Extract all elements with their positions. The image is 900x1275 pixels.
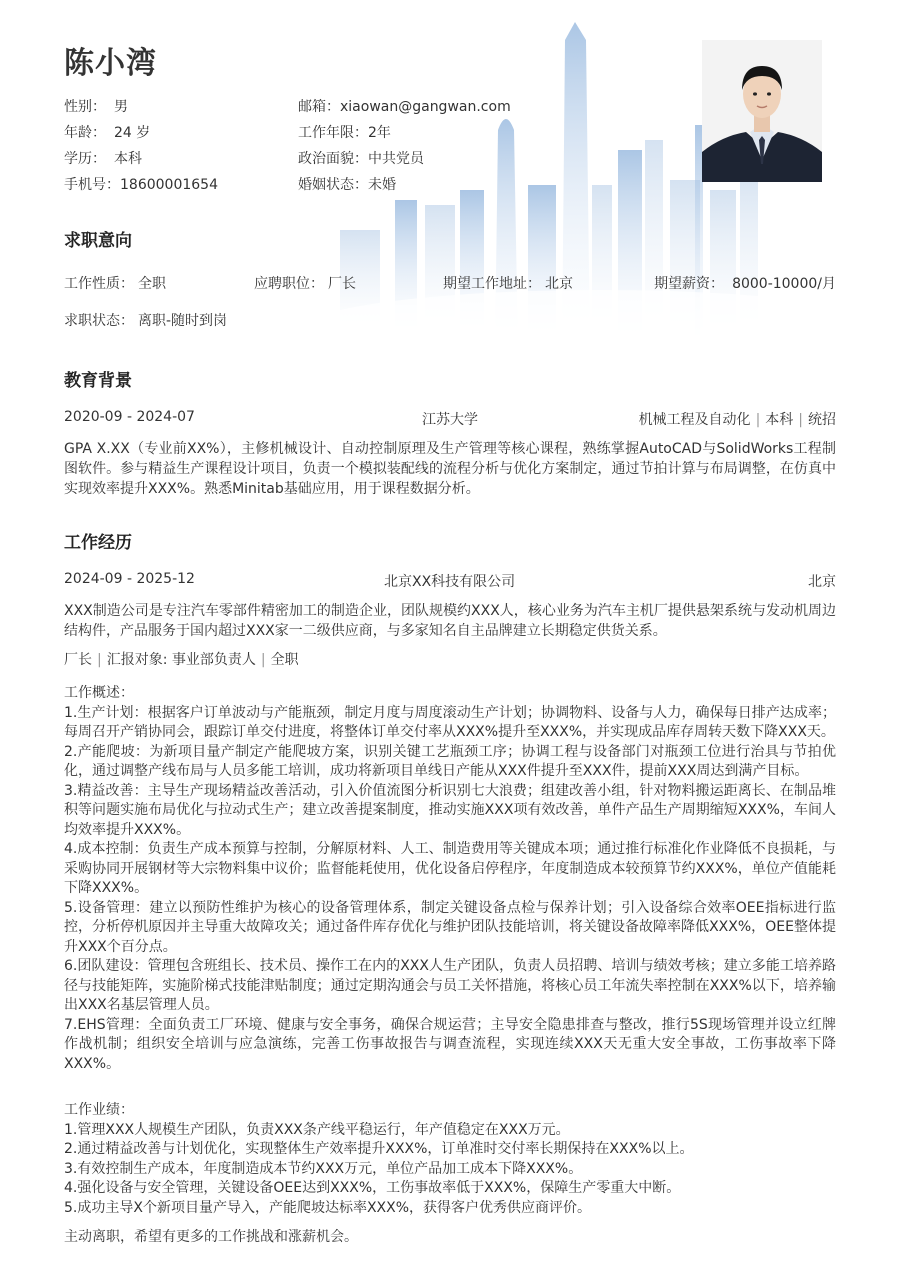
employment-type: 全职 [270, 652, 299, 668]
marital-row [298, 174, 396, 194]
position-item [254, 273, 356, 293]
duty-item: 4.成本控制：负责生产成本预算与控制，分解原材料、人工、制造费用等关键成本项；通过推行标准化作业降低不良损耗，与采购协同开展钢材等大宗物料集中议价；监督能耗使用，优化设备启停程序，年度制造成本较预算节约XXX%，单位产值能耗下降XXX%。 [64, 841, 836, 896]
separator: | [260, 652, 266, 668]
overview-title: 工作概述： [64, 685, 134, 701]
location-value: 北京 [545, 276, 573, 292]
status-value: 离职-随时到岗 [138, 313, 228, 329]
result-item: 3.有效控制生产成本，年度制造成本节约XXX万元，单位产品加工成本下降XXX%。 [64, 1160, 583, 1177]
status-row [64, 310, 836, 330]
role-title: 厂长 [64, 652, 92, 668]
email-value: xiaowan@gangwan.com [340, 99, 511, 115]
intent-section-title: 求职意向 [64, 231, 132, 251]
education-period: 2020-09 - 2024-07 [64, 409, 195, 425]
phone-value: 18600001654 [120, 177, 218, 193]
age-value: 24 岁 [114, 125, 151, 141]
age-label: 年龄： [64, 125, 106, 141]
separator: | [97, 652, 102, 668]
education-level-value: 本科 [114, 151, 142, 167]
phone-row [64, 174, 218, 194]
profile-photo [702, 40, 822, 182]
position-value: 厂长 [328, 276, 356, 292]
work-section-title: 工作经历 [64, 533, 132, 553]
location-item [443, 273, 573, 293]
salary-value: 8000-10000/月 [732, 276, 836, 292]
enrollment-mode: 统招 [808, 412, 836, 428]
results-title: 工作业绩： [64, 1102, 134, 1118]
company-name: 北京XX科技有限公司 [384, 574, 516, 590]
work-years-label: 工作年限： [298, 125, 368, 141]
education-detail [639, 409, 836, 429]
duty-item: 1.生产计划：根据客户订单波动与产能瓶颈，制定月度与周度滚动生产计划；协调物料、设备与人力，确保每日排产达成率；每周召开产销协同会，跟踪订单交付进度，将整体订单交付率从XXX%提升至XXX%，并实现成品库存周转天数下降XXX天。 [64, 704, 836, 740]
avatar-portrait-icon [702, 40, 822, 182]
position-label: 应聘职位： [254, 276, 324, 292]
email-row [298, 96, 511, 116]
role-row [64, 649, 836, 669]
education-description: GPA X.XX（专业前XX%），主修机械设计、自动控制原理及生产管理等核心课程，熟练掌握AutoCAD与SolidWorks工程制图软件。参与精益生产课程设计项目，负责一个模拟装配线的流程分析与优化方案制定，通过节拍计算与布局调整，在仿真中实现效率提升XXX%。熟悉Minitab基础应用，用于课程数据分析。 [64, 441, 836, 497]
education-level-label: 学历： [64, 151, 106, 167]
result-item: 5.成功主导X个新项目量产导入，产能爬坡达标率XXX%，获得客户优秀供应商评价。 [64, 1199, 592, 1216]
result-item: 4.强化设备与安全管理，关键设备OEE达到XXX%，工伤事故率低于XXX%，保障生产零重大中断。 [64, 1180, 681, 1196]
result-item: 2.通过精益改善与计划优化，实现整体生产效率提升XXX%，订单准时交付率长期保持在XXX%以上。 [64, 1141, 694, 1157]
education-level-row [64, 148, 142, 168]
separator: | [798, 412, 803, 428]
duty-item: 7.EHS管理：全面负责工厂环境、健康与安全事务，确保合规运营；主导安全隐患排查与整改，推行5S现场管理并设立红牌作战机制；组织安全培训与应急演练，完善工伤事故报告与调查流程，实现连续XXX天无重大安全事故，工伤事故率下降XXX%。 [64, 1016, 836, 1072]
job-type-value: 全职 [138, 276, 166, 292]
work-overview [64, 684, 836, 1074]
politics-label: 政治面貌： [298, 151, 368, 167]
separator: | [755, 412, 761, 428]
work-period: 2024-09 - 2025-12 [64, 571, 195, 587]
education-section-title: 教育背景 [64, 371, 132, 391]
gender-row [64, 96, 128, 116]
work-years-value: 2年 [368, 125, 391, 141]
email-label: 邮箱： [298, 99, 340, 115]
leave-reason: 主动离职，希望有更多的工作挑战和涨薪机会。 [64, 1229, 358, 1245]
marital-value: 未婚 [368, 177, 396, 193]
status-label: 求职状态： [64, 313, 134, 329]
work-years-row [298, 122, 391, 142]
result-item: 1.管理XXX人规模生产团队，负责XXX条产线平稳运行，年产值稳定在XXX万元。 [64, 1121, 570, 1138]
age-row [64, 122, 150, 142]
major: 机械工程及自动化 [638, 412, 751, 428]
politics-value: 中共党员 [368, 151, 424, 167]
gender-value: 男 [114, 99, 128, 115]
location-label: 期望工作地址： [443, 276, 541, 292]
job-type-item [64, 273, 166, 293]
work-results [64, 1101, 836, 1218]
duty-item: 6.团队建设：管理包含班组长、技术员、操作工在内的XXX人生产团队，负责人员招聘、培训与绩效考核；建立多能工培养路径与技能矩阵，实施阶梯式技能津贴制度；通过定期沟通会与员工关怀措施，将核心员工年流失率控制在XXX%以下，培养输出XXX名基层管理人员。 [64, 958, 836, 1013]
gender-label: 性别： [64, 99, 106, 115]
duty-item: 2.产能爬坡：为新项目量产制定产能爬坡方案，识别关键工艺瓶颈工序；协调工程与设备部门对瓶颈工位进行治具与节拍优化，通过调整产线布局与人员多能工培训，成功将新项目单线日产能从XXX件提升至XXX件，提前XXX周达到满产目标。 [64, 743, 836, 779]
school-name: 江苏大学 [422, 412, 478, 428]
marital-label: 婚姻状态： [298, 177, 368, 193]
company-description: XXX制造公司是专注汽车零部件精密加工的制造企业，团队规模约XXX人，核心业务为汽车主机厂提供悬架系统与发动机周边结构件，产品服务于国内超过XXX家一二级供应商，与多家知名自主品牌建立长期稳定供货关系。 [64, 603, 836, 639]
duty-item: 5.设备管理：建立以预防性维护为核心的设备管理体系，制定关键设备点检与保养计划；引入设备综合效率OEE指标进行监控，分析停机原因并主导重大故障攻关；通过备件库存优化与维护团队技能培训，将关键设备故障率降低XXX%，OEE整体提升XXX个百分点。 [64, 899, 836, 955]
salary-label: 期望薪资： [654, 276, 725, 292]
politics-row [298, 148, 424, 168]
phone-label: 手机号： [64, 177, 120, 193]
duty-item: 3.精益改善：主导生产现场精益改善活动，引入价值流图分析识别七大浪费；组建改善小组，针对物料搬运距离长、在制品堆积等问题实施布局优化与拉动式生产；建立改善提案制度，推动实施XXX项有效改善，单件产品生产周期缩短XXX%，车间人均效率提升XXX%。 [64, 782, 836, 838]
salary-item [654, 273, 836, 293]
candidate-name: 陈小湾 [64, 46, 157, 81]
degree: 本科 [765, 412, 794, 428]
work-city: 北京 [808, 574, 836, 590]
job-type-label: 工作性质： [64, 276, 134, 292]
report-to: 汇报对象: 事业部负责人 [106, 652, 256, 668]
